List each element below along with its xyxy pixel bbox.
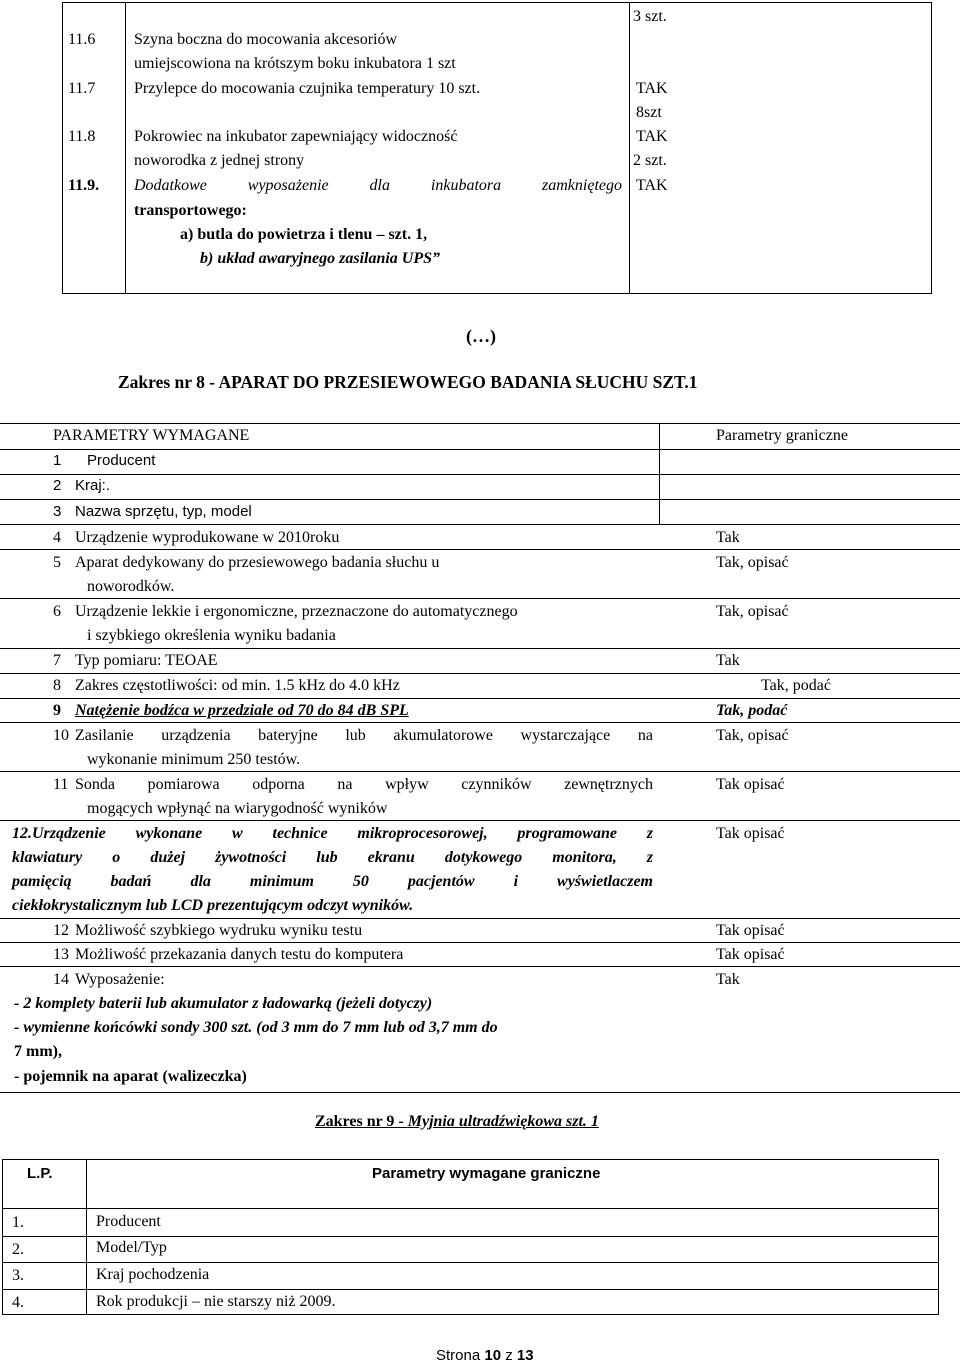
t2-header-left: PARAMETRY WYMAGANE	[53, 427, 250, 444]
t1-text-11-9d: b) układ awaryjnego zasilania UPS”	[200, 250, 441, 267]
footer-page-number: 10	[484, 1347, 502, 1364]
t2-row10-text-a: Zasilanie urządzenia bateryjne lub akumulatorowe wystarczające na	[75, 727, 653, 744]
t2-row13-value: Tak opisać	[716, 922, 785, 939]
t2-row15-text-b: - 2 komplety baterii lub akumulator z ładowarką (jeżeli dotyczy)	[14, 995, 433, 1012]
t2-row6-num: 6	[53, 603, 61, 620]
t3-row2-num: 2.	[12, 1241, 24, 1258]
t2-row7-value: Tak	[716, 652, 740, 669]
section-9-title	[315, 1113, 599, 1131]
t2-header-right: Parametry graniczne	[716, 427, 848, 444]
t2-row6-text-b: i szybkiego określenia wyniku badania	[87, 627, 336, 644]
t2-row9-text: Natężenie bodźca w przedziale od 70 do 84 dB SPL	[75, 702, 409, 719]
t2-row7-num: 7	[53, 652, 61, 669]
section-9-title-italic: Myjnia ultradźwiękowa szt. 1	[407, 1113, 599, 1130]
t2-row4-num: 4	[53, 529, 61, 546]
t2-row11-num: 11	[53, 776, 69, 793]
t2-row3-text: Nazwa sprzętu, typ, model	[75, 503, 252, 520]
t1-num-11-7: 11.7	[68, 80, 96, 97]
t2-row12-text-d: ciekłokrystalicznym lub LCD prezentującym odczyt wyników.	[12, 897, 414, 914]
t2-row15-num: 14	[53, 971, 69, 988]
t2-row10-num: 10	[53, 727, 69, 744]
t1-val-1: 3 szt.	[633, 8, 667, 25]
t1-text-11-9b: transportowego:	[134, 202, 247, 219]
t2-row14-num: 13	[53, 946, 69, 963]
t2-row5-num: 5	[53, 554, 61, 571]
t3-header-lp: L.P.	[27, 1165, 53, 1182]
t2-top	[0, 423, 960, 424]
t1-num-11-6: 11.6	[68, 31, 96, 48]
t2-row10-text-b: wykonanie minimum 250 testów.	[87, 751, 301, 768]
t2-row5-text-b: noworodków.	[87, 578, 175, 595]
footer-label: Strona	[436, 1347, 481, 1364]
t2-row14-text: Możliwość przekazania danych testu do komputera	[75, 946, 404, 963]
t2-row9-num: 9	[53, 702, 61, 719]
t2-row15-text-a: Wyposażenie:	[75, 971, 165, 988]
t2-row15-text-c: - wymienne końcówki sondy 300 szt. (od 3 mm do 7 mm lub od 3,7 mm do	[14, 1019, 498, 1036]
t2-row6-text-a: Urządzenie lekkie i ergonomiczne, przeznaczone do automatycznego	[75, 603, 518, 620]
t2-row10-value: Tak, opisać	[716, 727, 789, 744]
t1-val-6: TAK	[636, 177, 668, 194]
t3-row1-text: Producent	[96, 1213, 161, 1230]
t2-row11-text-b: mogących wpłynąć na wiarygodność wyników	[87, 800, 388, 817]
t3-row4-text: Rok produkcji – nie starszy niż 2009.	[96, 1293, 336, 1310]
ellipsis: (…)	[466, 326, 496, 346]
t2-row2-text: Kraj:.	[75, 477, 111, 494]
t2-row9-value: Tak, podać	[716, 702, 788, 719]
t2-row4-text: Urządzenie wyprodukowane w 2010roku	[75, 529, 340, 546]
t2-row11-text-a: Sonda pomiarowa odporna na wpływ czynników zewnętrznych	[75, 776, 653, 793]
t2-row5-text-a: Aparat dedykowany do przesiewowego badania słuchu u	[75, 554, 440, 571]
t1-val-5: 2 szt.	[633, 152, 667, 169]
t1-val-2: TAK	[636, 80, 668, 97]
t2-row12-text-b: klawiatury o dużej żywotności lub ekranu dotykowego monitora, z	[12, 849, 653, 866]
t3-header-param: Parametry wymagane graniczne	[372, 1165, 601, 1182]
t2-row4-value: Tak	[716, 529, 740, 546]
t2-row14-value: Tak opisać	[716, 946, 785, 963]
t3-row3-text: Kraj pochodzenia	[96, 1266, 210, 1283]
t2-row8-text: Zakres częstotliwości: od min. 1.5 kHz do 4.0 kHz	[75, 677, 400, 694]
t2-row7-text: Typ pomiaru: TEOAE	[75, 652, 218, 669]
t2-bottom	[0, 1092, 960, 1093]
t2-row6-value: Tak, opisać	[716, 603, 789, 620]
t1-val-3: 8szt	[636, 104, 662, 121]
t2-row13-num: 12	[53, 922, 69, 939]
t1-num-11-8: 11.8	[68, 128, 96, 145]
t1-text-11-6a: Szyna boczna do mocowania akcesoriów	[134, 31, 398, 48]
t2-row12-text-c: pamięcią badań dla minimum 50 pacjentów i wyświetlaczem	[12, 873, 653, 890]
t1-num-11-9: 11.9.	[68, 177, 100, 194]
t2-row1-num: 1	[53, 452, 62, 469]
t2-row8-num: 8	[53, 677, 61, 694]
footer-total-pages: 13	[516, 1347, 534, 1364]
t2-row13-text: Możliwość szybkiego wydruku wyniku testu	[75, 922, 363, 939]
section-9-title-prefix: Zakres nr 9 -	[315, 1113, 408, 1130]
t2-row1-text: Producent	[87, 452, 156, 469]
t1-text-11-9a: Dodatkowe wyposażenie dla inkubatora zamkniętego	[134, 177, 622, 194]
t1-val-4: TAK	[636, 128, 668, 145]
t3-row1-num: 1.	[12, 1214, 24, 1231]
t1-text-11-8b: noworodka z jednej strony	[134, 152, 305, 169]
page-footer	[436, 1347, 534, 1364]
t2-row12-value: Tak opisać	[716, 825, 785, 842]
t1-text-11-9c: a) butla do powietrza i tlenu – szt. 1,	[180, 226, 428, 243]
table-1-num-divider	[125, 2, 126, 294]
t1-text-11-6b: umiejscowiona na krótszym boku inkubatora 1 szt	[134, 55, 456, 72]
t2-row5-value: Tak, opisać	[716, 554, 789, 571]
t3-row4-num: 4.	[12, 1294, 24, 1311]
footer-of: z	[505, 1347, 513, 1364]
t1-text-11-8a: Pokrowiec na inkubator zapewniający widoczność	[134, 128, 458, 145]
t2-row8-value: Tak, podać	[761, 677, 831, 694]
table-1-divider	[629, 2, 630, 294]
t1-text-11-7: Przylepce do mocowania czujnika temperatury 10 szt.	[134, 80, 481, 97]
t2-row15-value: Tak	[716, 971, 740, 988]
t2-row11-value: Tak opisać	[716, 776, 785, 793]
t2-row15-text-e: - pojemnik na aparat (walizeczka)	[14, 1068, 247, 1085]
t2-row3-num: 3	[53, 503, 62, 520]
t2-row15-text-d: 7 mm),	[14, 1043, 62, 1060]
t2-row2-num: 2	[53, 477, 62, 494]
t3-row2-text: Model/Typ	[96, 1239, 167, 1256]
section-8-title: Zakres nr 8 - APARAT DO PRZESIEWOWEGO BADANIA SŁUCHU SZT.1	[118, 372, 698, 392]
t3-row3-num: 3.	[12, 1267, 24, 1284]
table-3	[2, 1159, 939, 1315]
t2-row12-text-a: 12.Urządzenie wykonane w technice mikroprocesorowej, programowane z	[12, 825, 653, 842]
